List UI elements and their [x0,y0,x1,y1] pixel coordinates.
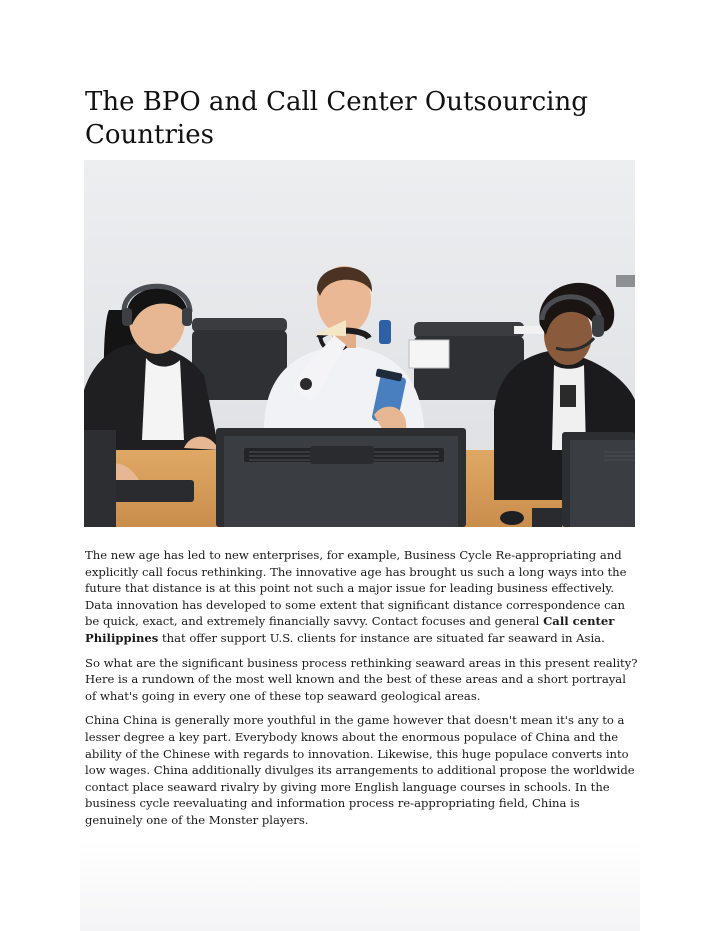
keyboard-left [104,480,194,502]
article-body [85,547,640,837]
monitor-center [216,428,466,527]
mouse [500,511,524,525]
back-paper [409,340,449,368]
paragraph-1 [85,547,640,647]
paragraph-1-tail: that offer support U.S. clients for instance are situated far seaward in Asia. [158,630,605,645]
paragraph-1-text: The new age has led to new enterprises, for example, Business Cycle Re-appropriating and explicitly call focus rethinking. The innovative age has brought us such a long ways into the future that distance is at this point not such a major issue for leading business effectively. Data innovation has developed to some extent that significant distance correspondence can be quick, exact, and extremely financially savvy. Contact focuses and general [85,548,627,629]
back-chair-left-top [192,318,287,332]
call-center-philippines-link: Call center Philippines [85,614,615,645]
paragraph-2: So what are the significant business process rethinking seaward areas in this present reality? Here is a rundown of the most well known and the best of these areas and a short portrayal of what's going in every one of these top seaward geological areas. [85,655,638,703]
paragraph-3: China China is generally more youthful in the game however that doesn't mean it's any to a lesser degree a key part. Everybody knows about the enormous populace of China and the ability of the Chinese with regards to innovation. Likewise, this huge populace converts into low wages. China additionally divulges its arrangements to additional propose the worldwide contact place seaward rivalry by giving more English language courses in schools. In the business cycle reevaluating and information process re-appropriating field, China is genuinely one of the Monster players. [85,713,635,827]
document-title: The BPO and Call Center Outsourcing Countries [85,87,588,150]
call-center-photo [84,160,635,527]
page-bottom-shade [80,840,640,931]
wall-socket [616,275,635,287]
monitor-left-edge [84,430,116,527]
back-blue-bottle [379,320,391,344]
back-chair-right-top [414,322,524,338]
